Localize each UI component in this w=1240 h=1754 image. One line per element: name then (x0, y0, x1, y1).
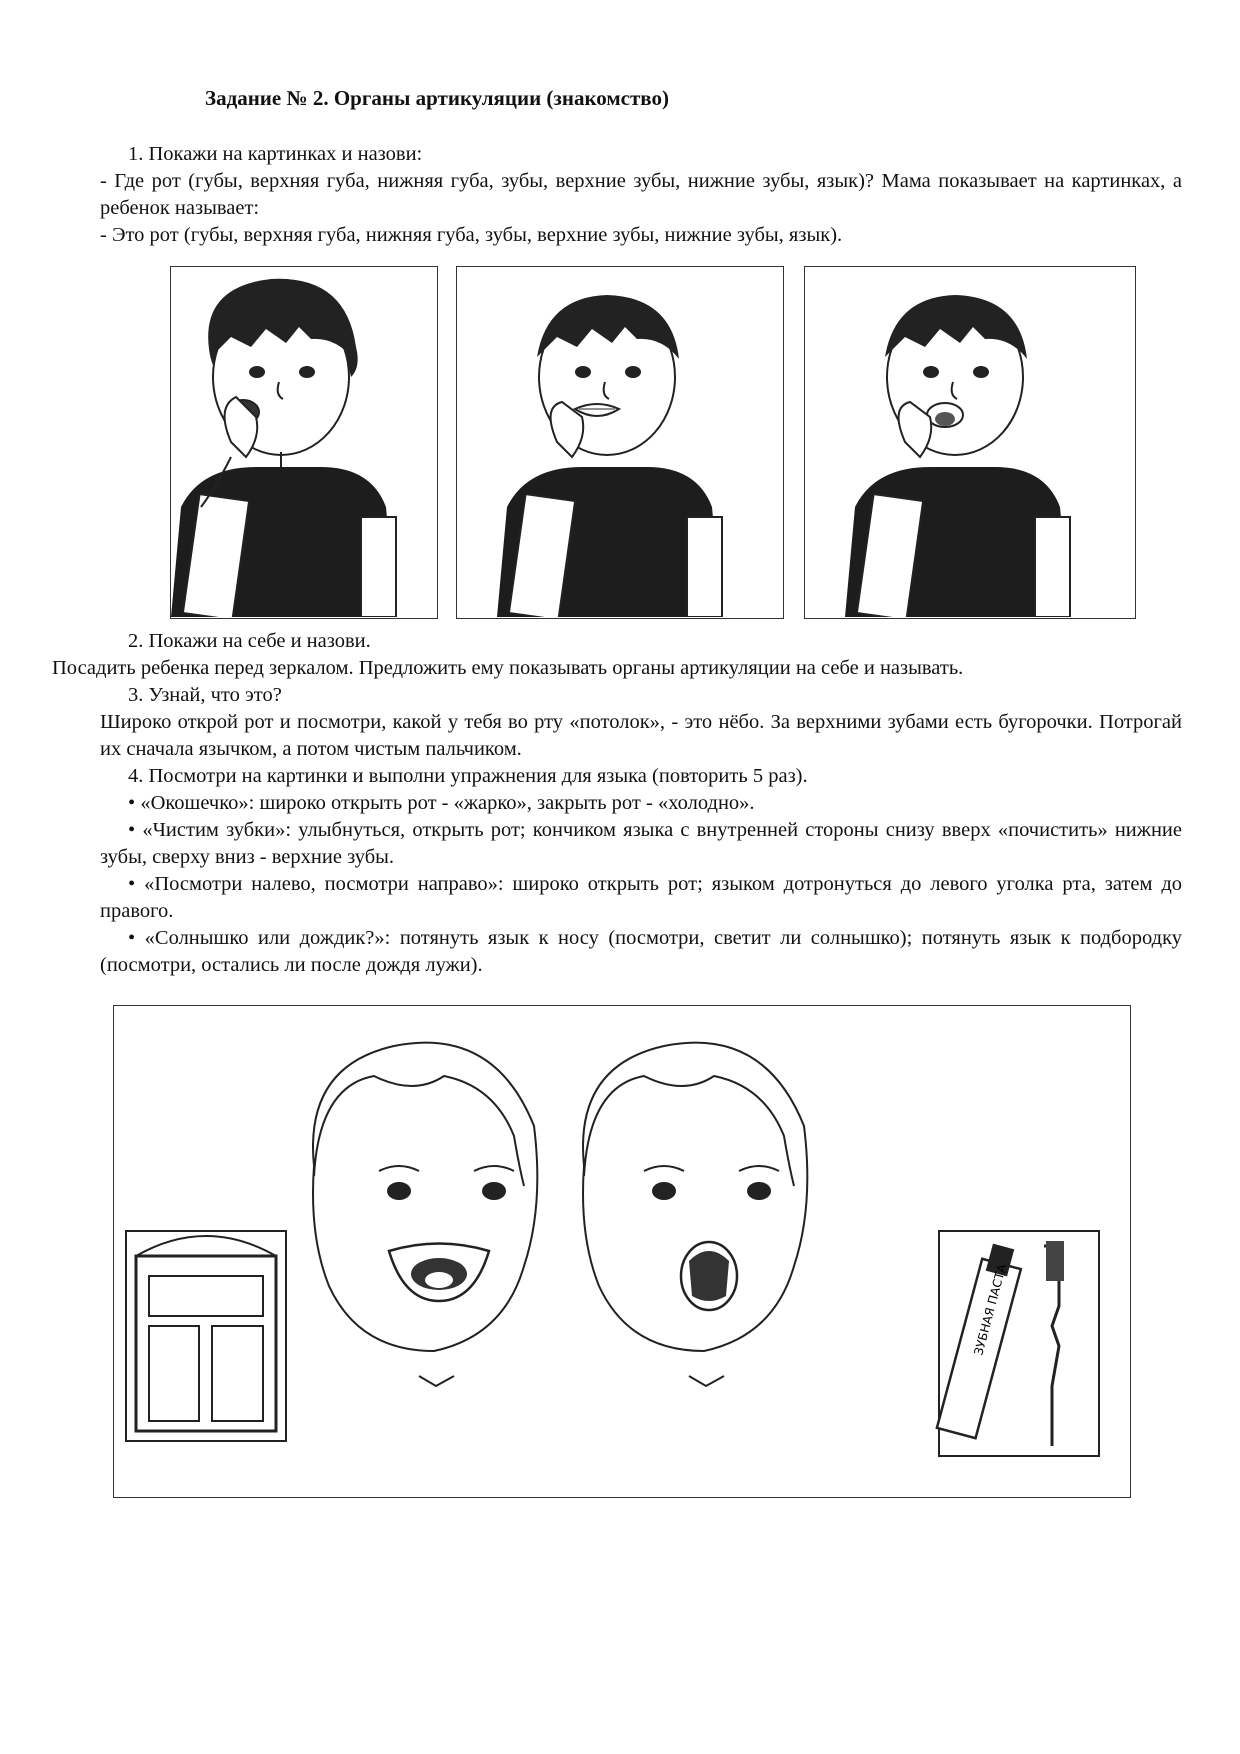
boy-lips-drawing (171, 267, 436, 617)
section-1 (100, 141, 1182, 249)
exercise-text: «Солнышко или дождик?»: потянуть язык к носу (посмотри, светит ли солнышко); потянуть язык к подбородку (посмотри, остались ли после дождя лужи). (100, 927, 1183, 976)
section-2-heading: 2. Покажи на себе и назови. (128, 630, 371, 652)
section-1-answer: - Это рот (губы, верхняя губа, нижняя губа, зубы, верхние зубы, нижние зубы, язык). (100, 224, 843, 246)
exercise-text: «Чистим зубки»: улыбнуться, открыть рот; кончиком языка с внутренней стороны снизу вверх «почистить» нижние зубы, сверху вниз - верхние зубы. (100, 819, 1182, 868)
section-1-question: - Где рот (губы, верхняя губа, нижняя губа, зубы, верхние зубы, нижние зубы, язык)? Мама показывает на картинках, а ребенок называет: (100, 170, 1182, 219)
sections-2-to-4 (52, 628, 1183, 979)
bullet-icon: • (128, 927, 136, 949)
window-icon (126, 1231, 286, 1441)
section-3-text: Широко открой рот и посмотри, какой у тебя во рту «потолок», - это нёбо. За верхними зубами есть бугорочки. Потрогай их сначала язычком, а потом чистым пальчиком. (100, 711, 1182, 760)
section-3-heading: 3. Узнай, что это? (128, 684, 282, 706)
exercise-text: «Окошечко»: широко открыть рот - «жарко», закрыть рот - «холодно». (140, 792, 755, 814)
exercise-brush-teeth (100, 817, 1182, 871)
exercise-window (100, 790, 1182, 817)
exercise-look-left-right (100, 871, 1182, 925)
boy-teeth-drawing (457, 267, 782, 617)
exercise-text: «Посмотри налево, посмотри направо»: широко открыть рот; языком дотронуться до левого уголка рта, затем до правого. (100, 873, 1182, 922)
girl-face-open-mouth (313, 1043, 537, 1386)
page-title: Задание № 2. Органы артикуляции (знакомство) (205, 86, 669, 110)
exercise-sun-or-rain (100, 925, 1182, 979)
bullet-icon: • (128, 792, 136, 814)
boy-tongue-drawing (805, 267, 1135, 617)
exercise-illustration-drawing (114, 1006, 1129, 1496)
toothpaste-and-toothbrush-icon (937, 1231, 1099, 1456)
section-1-heading: 1. Покажи на картинках и назови: (128, 143, 423, 165)
section-4-heading: 4. Посмотри на картинки и выполни упражнения для языка (повторить 5 раз). (128, 765, 808, 787)
boy-pointing-tongue-illustration (804, 266, 1136, 619)
exercise-illustration-panel (113, 1005, 1131, 1498)
boy-pointing-teeth-illustration (456, 266, 784, 619)
section-2-text: Посадить ребенка перед зеркалом. Предложить ему показывать органы артикуляции на себе и называть. (52, 657, 964, 679)
boy-pointing-lips-illustration (170, 266, 438, 619)
bullet-icon: • (128, 819, 136, 841)
girl-face-tongue-up (583, 1043, 807, 1386)
toothpaste-label: ЗУБНАЯ ПАСТА (971, 1262, 1010, 1357)
bullet-icon: • (128, 873, 136, 895)
